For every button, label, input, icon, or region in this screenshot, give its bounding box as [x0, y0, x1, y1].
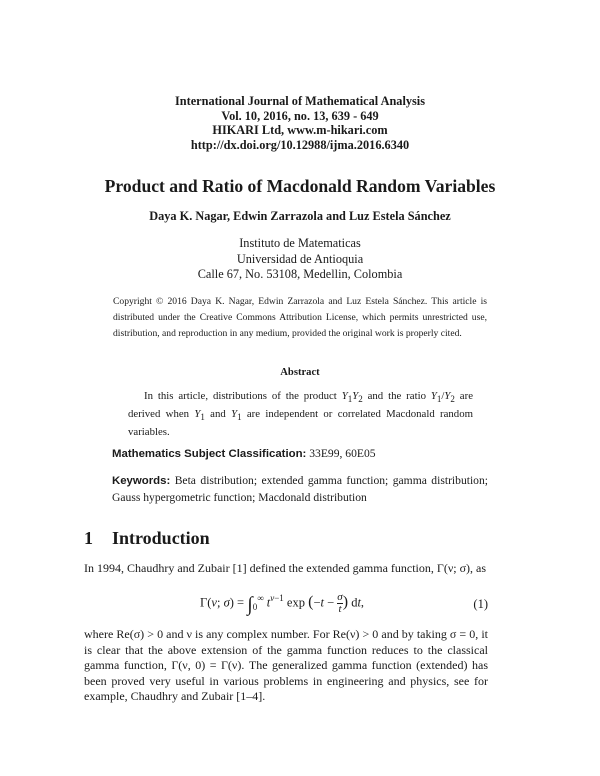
- intro-paragraph-1: In 1994, Chaudhry and Zubair [1] defined the extended gamma function, Γ(ν; σ), as: [84, 561, 487, 575]
- affiliation-institute: Instituto de Matematicas: [239, 236, 361, 250]
- abstract-text-c: are derived when: [128, 390, 473, 420]
- abstract-text-e: are independent or correlated Macdonald random variables.: [128, 407, 473, 438]
- paper-authors: Daya K. Nagar, Edwin Zarrazola and Luz Estela Sánchez: [149, 209, 451, 223]
- journal-doi: http://dx.doi.org/10.12988/ijma.2016.6340: [190, 137, 410, 152]
- math-y1: Y: [194, 407, 201, 420]
- section-title: Introduction: [112, 528, 210, 548]
- keywords-line: [112, 473, 488, 505]
- math-y1-second: Y: [231, 407, 238, 420]
- abstract-text-d: and: [204, 407, 232, 420]
- affiliation-university: Universidad de Antioquia: [236, 251, 364, 266]
- journal-name: International Journal of Mathematical Analysis: [174, 94, 426, 108]
- abstract-text-b: and the ratio: [362, 390, 431, 402]
- section-number: 1: [84, 528, 93, 548]
- copyright-notice: Copyright © 2016 Daya K. Nagar, Edwin Zarrazola and Luz Estela Sánchez. This article is distributed under the Creative Commons Attribution License, which permits unrestricted use, distribution, and reproduction in any medium, provided the original work is properly cited.: [113, 296, 487, 339]
- affiliation-address: Calle 67, No. 53108, Medellin, Colombia: [197, 267, 403, 281]
- keywords-value: Beta distribution; extended gamma function; gamma distribution; Gauss hypergometric function; Macdonald distribution: [112, 474, 488, 504]
- keywords-label: Keywords:: [112, 475, 171, 487]
- msc-label: Mathematics Subject Classification:: [112, 448, 307, 460]
- equation-1: [84, 588, 488, 620]
- equation-expression: Γ(ν; $\sigma) = \int_0^\infty$ $t^{\nu-1}$ $\exp (-t - \frac{\sigma}{t}$ ) dt,: [200, 591, 365, 616]
- math-y1-over-y2: Y: [430, 390, 437, 402]
- msc-line: [112, 447, 488, 460]
- journal-publisher: HIKARI Ltd, www.m-hikari.com: [212, 123, 388, 137]
- abstract-text: In this article, distributions of the product $Y_1Y_2$ and the ratio $Y_1/Y_2$ are derived when $Y_1$ and $Y_1$ are independent or correlated Macdonald random variables.: [128, 390, 473, 438]
- abstract-text-a: In this article, distributions of the product: [144, 390, 342, 402]
- affiliation: [0, 236, 600, 283]
- intro-paragraph-2: where Re(σ) > 0 and ν is any complex number. For Re(ν) > 0 and by taking σ = 0, it is clear that the above extension of the gamma function reduces to the classical gamma function, Γ(ν, 0) = Γ(ν). The generalized gamma function (extended) has been proved very useful in various problems in engineering and physics, see for example, Chaudhry and Zubair [1–4].: [84, 627, 488, 703]
- equation-number: (1): [473, 597, 488, 611]
- paper-title: Product and Ratio of Macdonald Random Variables: [104, 176, 496, 196]
- math-y1y2: Y: [341, 390, 348, 402]
- msc-value: 33E99, 60E05: [306, 447, 376, 460]
- section-heading: [84, 528, 210, 549]
- abstract-heading: Abstract: [280, 367, 320, 378]
- journal-volume: Vol. 10, 2016, no. 13, 639 - 649: [221, 108, 379, 123]
